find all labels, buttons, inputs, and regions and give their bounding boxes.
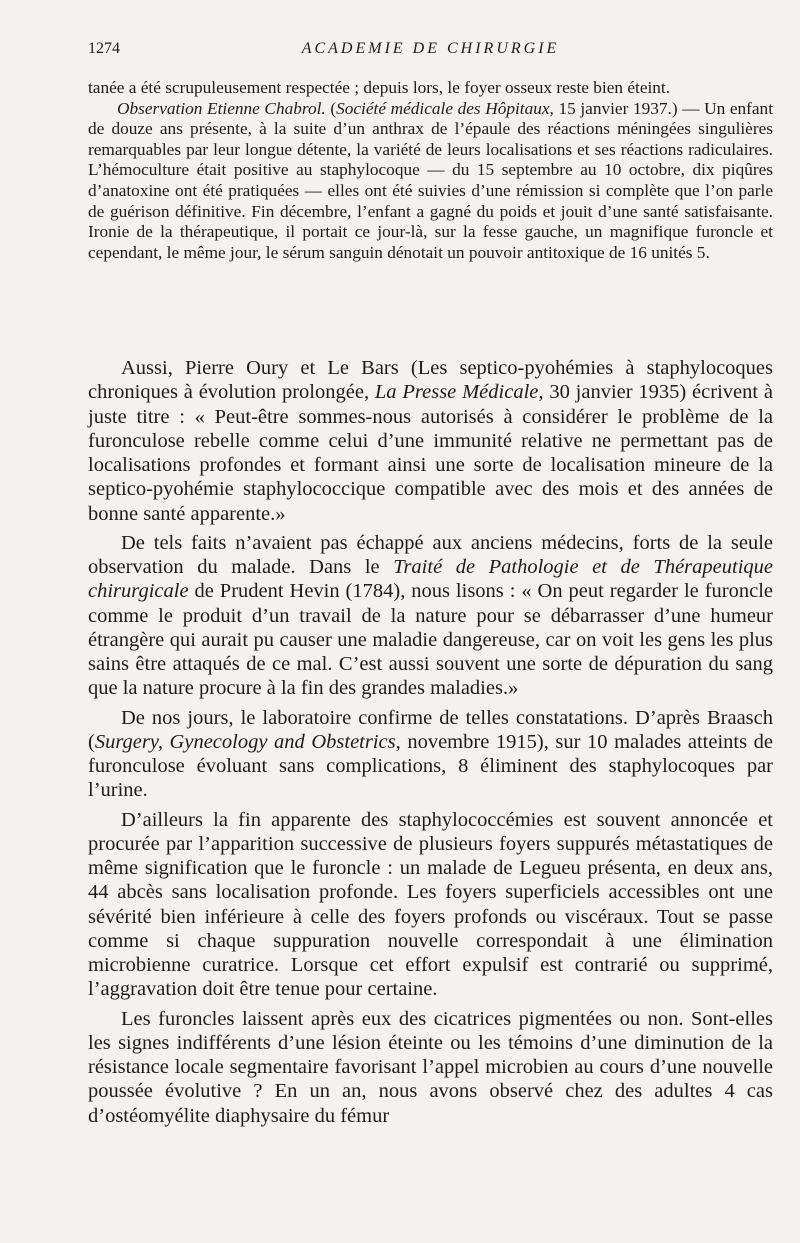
observation-source: Société médicale des Hôpitaux, [336, 98, 554, 118]
paragraph-staphylococcemies: D’ailleurs la fin apparente des staphylococcémies est souvent annoncée et procurée par l’apparition successive de plusieurs foyers suppurés métastatiques de même signification que le furoncle : un malade de Legueu présenta, en deux ans, 44 abcès sans localisation profonde. Les foyers superficiels accessibles ont une sévérité bien inférieure à celle des foyers profonds ou viscéraux. Tout se passe comme si chaque suppuration nouvelle correspondait à une élimination microbienne curatrice. Lorsque cet effort expulsif est contrarié ou supprimé, l’aggravation doit être tenue pour certaine. [88, 808, 773, 1001]
page-number: 1274 [88, 40, 120, 57]
running-header [88, 40, 773, 62]
paragraph-oury-b: 30 janvier 1935) écrivent à juste titre : « Peut-être sommes-nous autorisés à considérer le problème de la furonculose rebelle comme celui d’une immunité relative ne permettant pas de localisations profondes et formant ainsi une sorte de localisation mineure de la septico-pyohémie staphylococcique compatible avec des mois et des années de bonne santé apparente.» [88, 381, 774, 525]
paragraph-oury [88, 356, 773, 526]
observation-block [88, 78, 773, 263]
paragraph-hevin [88, 531, 773, 701]
paragraph-braasch-b: novembre 1915), sur 10 malades atteints de furonculose évoluant sans complications, 8 éliminent des staphylocoques par l’urine. [88, 730, 773, 802]
observation-paragraph [88, 99, 773, 264]
continued-paragraph: tanée a été scrupuleusement respectée ; depuis lors, le foyer osseux reste bien éteint. [88, 78, 671, 97]
journal-presse-medicale: La Presse Médicale, [374, 381, 544, 404]
paragraph-braasch [88, 706, 773, 803]
observation-label: Observation Etienne Chabrol. [117, 98, 326, 118]
book-title: Traité de Pathologie et de Thérapeutique chirurgicale [88, 556, 773, 603]
paragraph-hevin-a: De tels faits n’avaient pas échappé aux anciens médecins, forts de la seule observation du malade. Dans le [88, 531, 773, 578]
paragraph-braasch-a: De nos jours, le laboratoire confirme de telles constatations. D’après Braasch ( [88, 706, 773, 753]
observation-text: 15 janvier 1937.) — Un enfant de douze ans présente, à la suite d’un anthrax de l’épaule des réactions méningées singulières remarquables par leur longue détente, la variété de leurs localisations et ses réactions radiculaires. L’hémoculture était positive au staphylocoque — du 15 septembre au 10 octobre, dix piqûres d’anatoxine ont été pratiquées — elles ont été suivies d’une rémission si complète que l’on parle de guérison définitive. Fin décembre, l’enfant a gagné du poids et jouit d’une santé satisfaisante. Ironie de la thérapeutique, il portait ce jour-là, sur la fesse gauche, un magnifique furoncle et cependant, le même jour, le sérum sanguin dénotait un pouvoir antitoxique de 16 unités 5. [88, 98, 773, 262]
paragraph-oury-a: Aussi, Pierre Oury et Le Bars (Les septico-pyohémies à staphylocoques chroniques à évolution prolongée, [88, 357, 773, 404]
source-open: ( [330, 98, 337, 118]
paragraph-cicatrices: Les furoncles laissent après eux des cicatrices pigmentées ou non. Sont-elles les signes indifférents d’une lésion éteinte ou les témoins d’une diminution de la résistance locale segmentaire favorisant l’appel microbien au cours d’une nouvelle poussée évolutive ? En un an, nous avons observé chez des adultes 4 cas d’ostéomyélite diaphysaire du fémur [88, 1007, 773, 1127]
journal-surgery: Surgery, Gynecology and Obstetrics, [94, 730, 401, 753]
journal-title: ACADEMIE DE CHIRURGIE [301, 40, 560, 57]
paragraph-hevin-b: de Prudent Hevin (1784), nous lisons : « On peut regarder le furoncle comme le produit d’un travail de la nature pour se débarrasser d’une humeur étrangère qui aurait pu causer une maladie dangereuse, car on voit les gens les plus sains être attaqués de ce mal. C’est aussi souvent une sorte de dépuration du sang que la nature procure à la fin des grandes maladies.» [88, 580, 773, 700]
main-text [88, 356, 773, 1133]
